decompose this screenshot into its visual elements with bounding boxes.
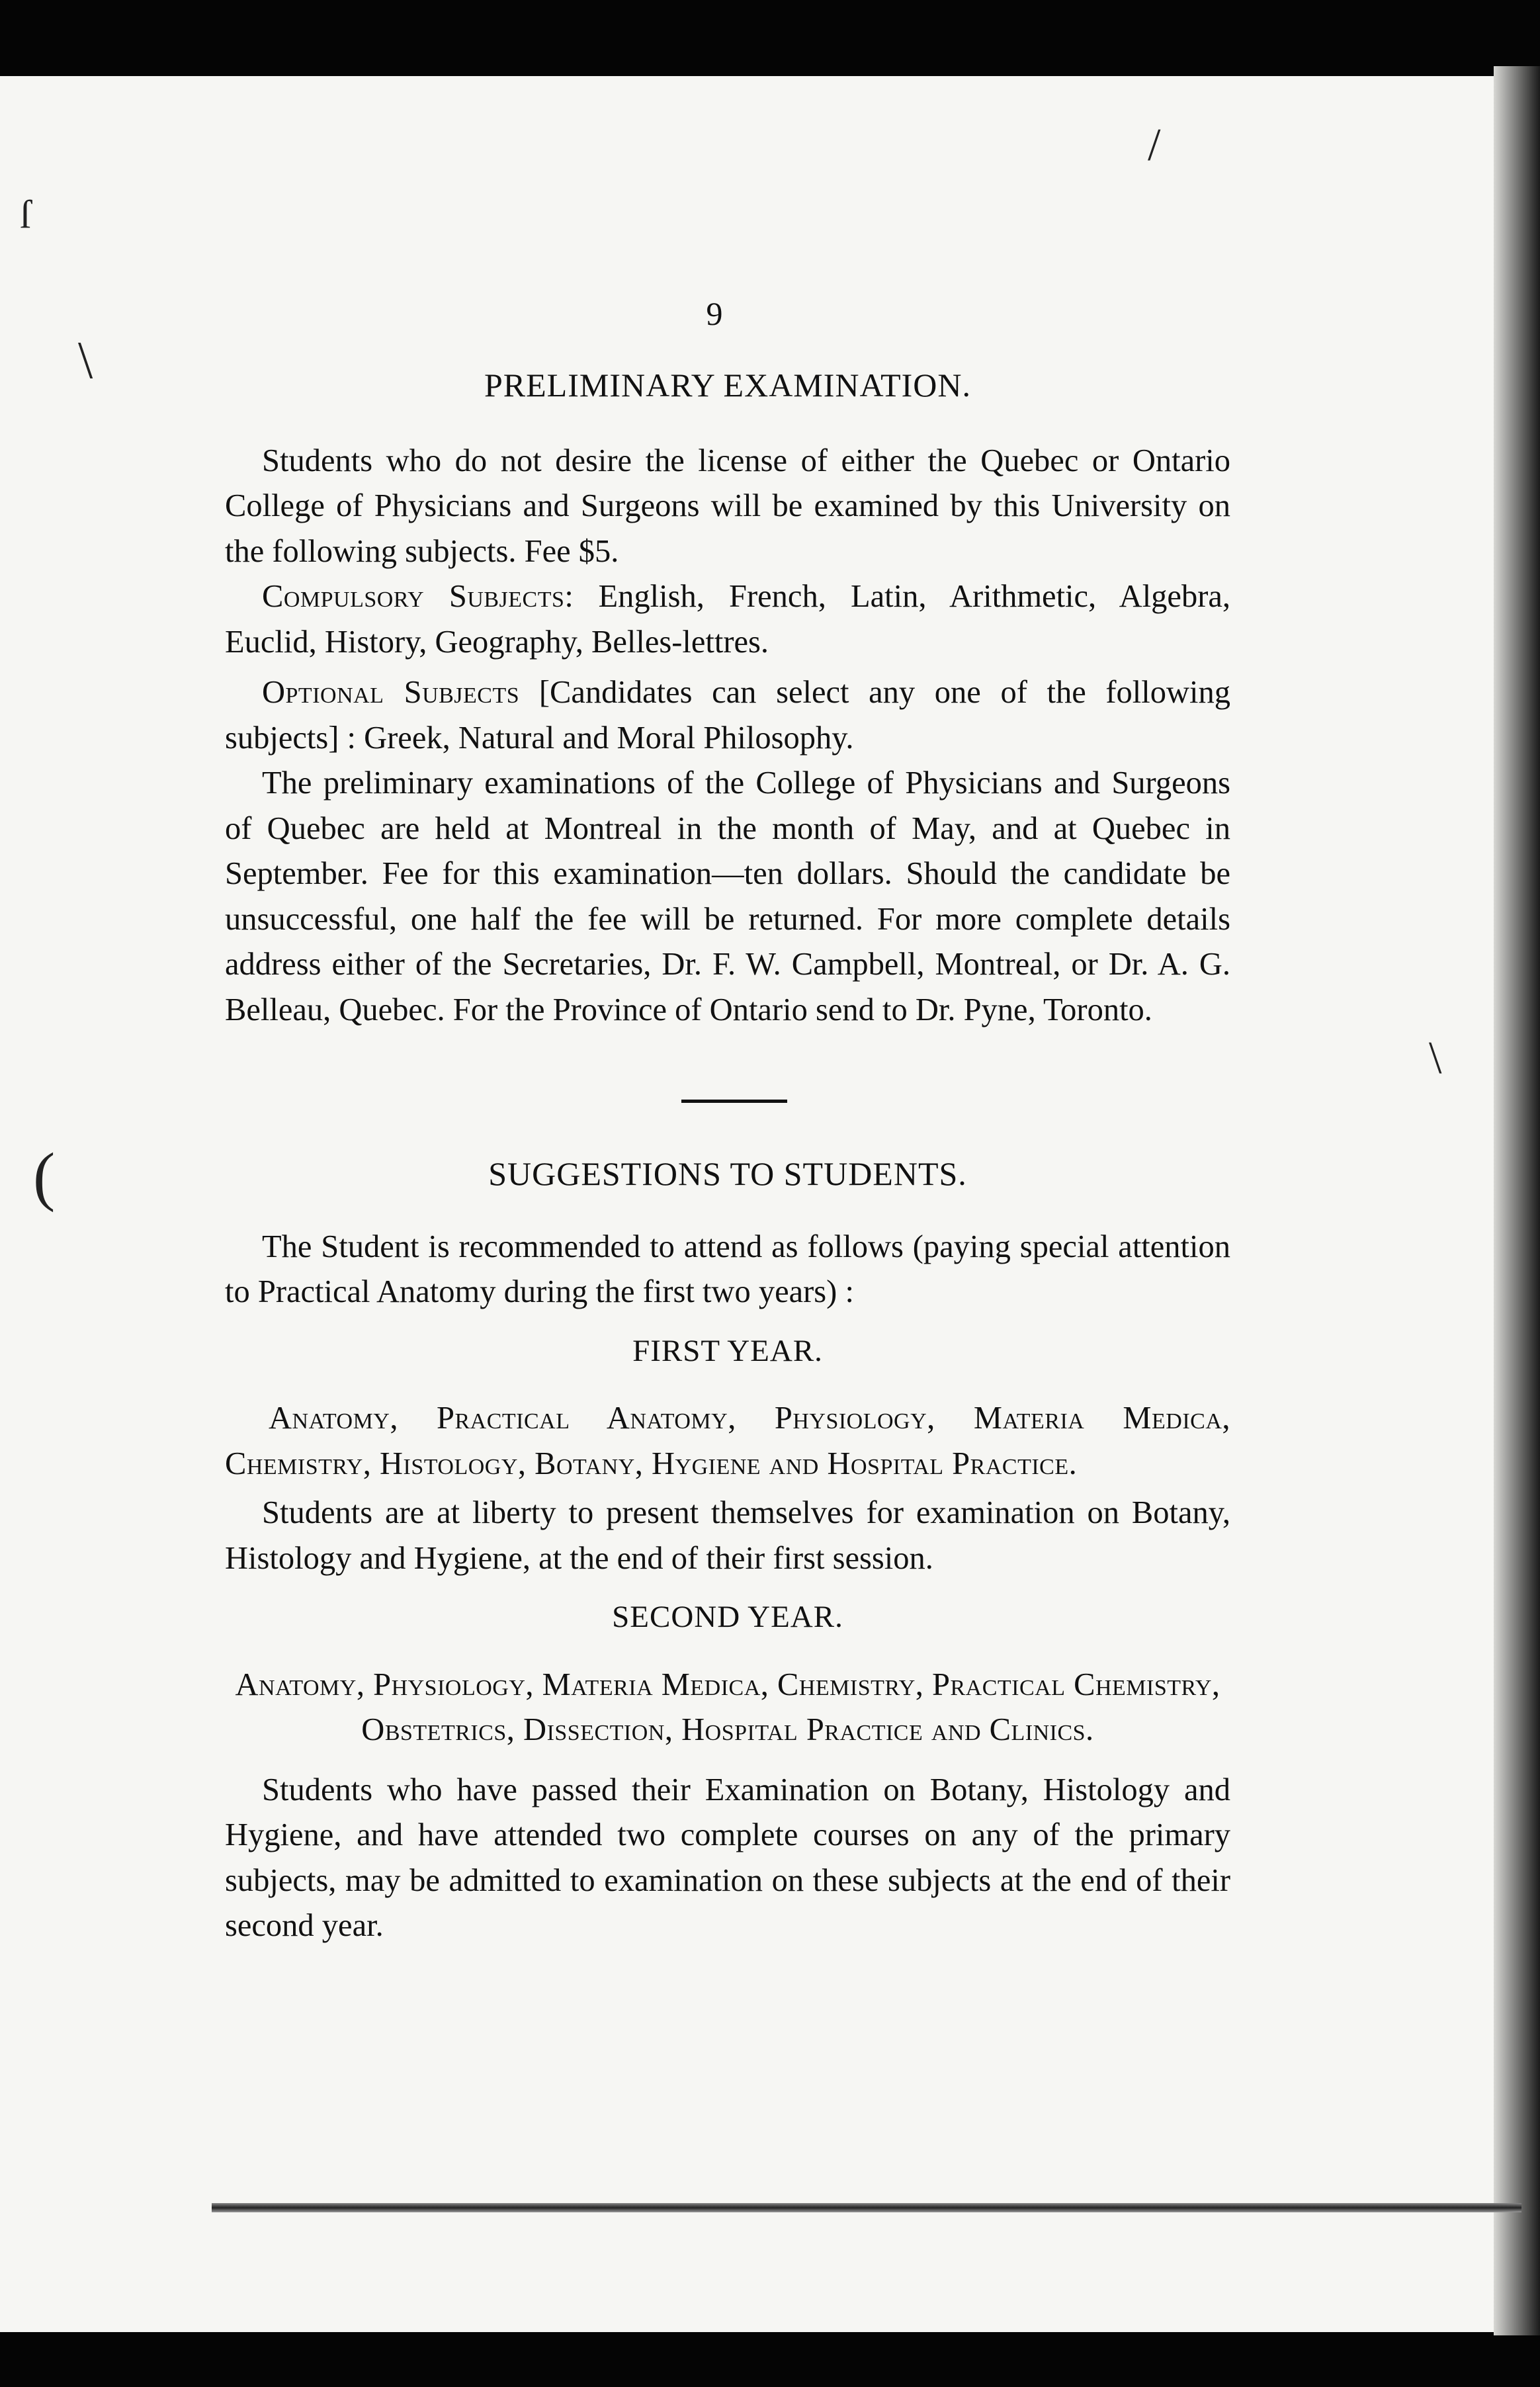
second-year-subjects: Anatomy, Physiology, Materia Medica, Chemistry, Practical Chemistry, Obstetrics, Dissection, Hospital Practice and Clinics. [235, 1667, 1220, 1747]
compulsory-label: Compulsory Subjects: [262, 579, 574, 614]
paragraph: Students who have passed their Examination on Botany, Histology and Hygiene, and have attended two complete courses on any of the primary subjects, may be admitted to examination on these subjects at the end of their second year. [225, 1772, 1230, 1943]
paragraph [225, 670, 1230, 761]
paragraph: The Student is recommended to attend as follows (paying special attention to Practical Anatomy during the first two years) : [225, 1229, 1230, 1309]
optional-label: Optional Subjects [262, 675, 520, 710]
first-year-subjects: Anatomy, Practical Anatomy, Physiology, Materia Medica, Chemistry, Histology, Botany, Hygiene and Hospital Practice. [225, 1401, 1230, 1481]
section-title: PRELIMINARY EXAMINATION. [484, 367, 971, 404]
compulsory-text: English, French, Latin, Arithmetic, Algebra, Euclid, History, Geography, Belles-lettres. [225, 579, 1230, 660]
margin-mark: / [1148, 120, 1161, 171]
margin-mark: ( [33, 1139, 56, 1213]
second-year-title: SECOND YEAR. [612, 1600, 843, 1634]
paragraph [225, 574, 1230, 665]
preliminary-section [225, 363, 1230, 1033]
optional-text: [Candidates can select any one of the following subjects] : Greek, Natural and Moral Philosophy. [225, 675, 1231, 756]
page-number: 9 [706, 295, 723, 332]
section-title: SUGGESTIONS TO STUDENTS. [488, 1155, 967, 1192]
paragraph: The preliminary examinations of the College of Physicians and Surgeons of Quebec are held at Montreal in the month of May, and at Quebec in September. Fee for this examination—ten dollars. Should the candidate be unsuccessful, one half the fee will be returned. For more complete details address either of the Secretaries, Dr. F. W. Campbell, Montreal, or Dr. A. G. Belleau, Quebec. For the Province of Ontario send to Dr. Pyne, Toronto. [225, 765, 1230, 1027]
page-edge [1494, 66, 1540, 2335]
first-year-title: FIRST YEAR. [632, 1333, 823, 1368]
paragraph: Students are at liberty to present themselves for examination on Botany, Histology and Hygiene, at the end of their first session. [225, 1495, 1230, 1576]
suggestions-section [225, 1151, 1230, 1949]
section-divider [681, 1100, 787, 1103]
margin-mark: ſ [20, 193, 31, 236]
page-bottom-edge [212, 2203, 1521, 2212]
margin-mark: \ [78, 331, 93, 390]
margin-mark: \ [1429, 1033, 1442, 1084]
paragraph: Students who do not desire the license of either the Quebec or Ontario College of Physicians and Surgeons will be examined by this University on the following subjects. Fee $5. [225, 443, 1230, 569]
